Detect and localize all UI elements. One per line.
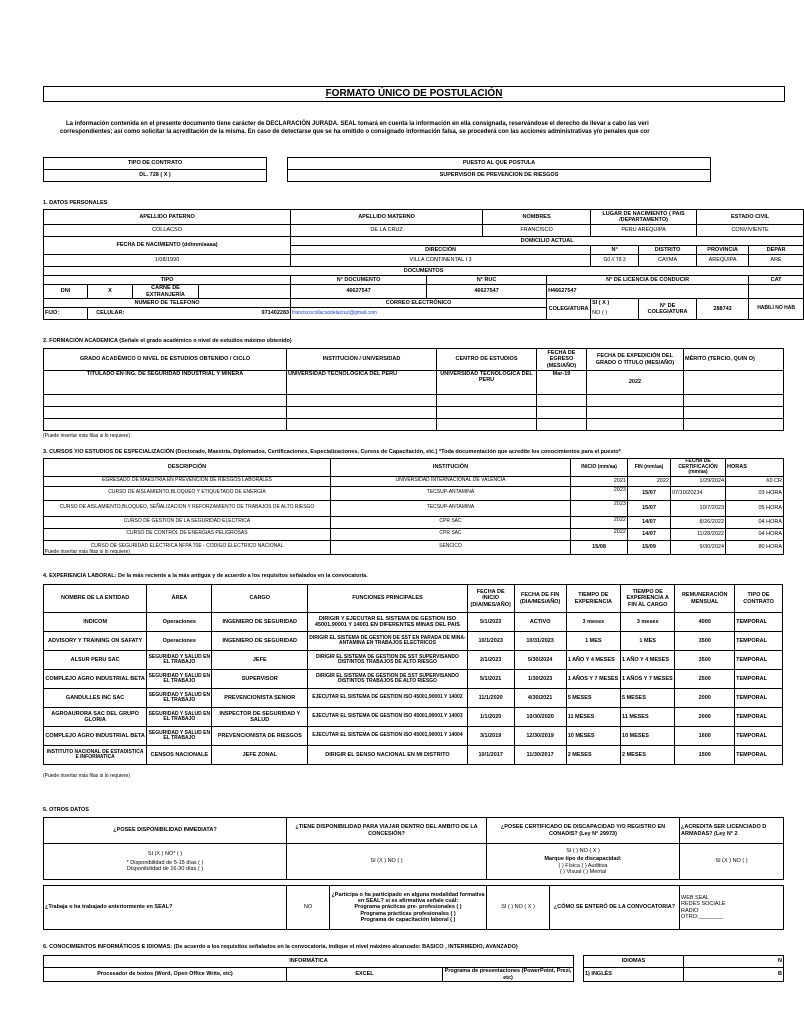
option-radio[interactable]: RADIO: [681, 907, 699, 914]
exp-header-tiempo: TIEMPO DE EXPERIENCIA: [566, 585, 620, 613]
label-celular: CELULAR:: [88, 308, 133, 320]
exp-tiempo[interactable]: 1 AÑO Y 4 MESES: [566, 651, 620, 670]
exp-area[interactable]: SEGURIDAD Y SALUD EN EL TRABAJO: [147, 689, 212, 708]
answer-discapacidad-visual-mental[interactable]: ( ) Visual ( ) Mental: [559, 868, 607, 875]
option-practicas-pre[interactable]: Programa prácticas pre- profesionales ( ): [354, 904, 462, 911]
label-dni: DNI: [44, 285, 88, 299]
exp-funciones[interactable]: EJECUTAR EL SISTEMA DE GESTION ISO 45001,90001 Y 14002: [308, 689, 468, 708]
course-fin[interactable]: 14/07: [628, 528, 671, 540]
header-tipo: TIPO: [44, 276, 291, 285]
question-trabaja-seal: ¿Trabaja o ha trabajado anteriormente en SEAL?: [44, 886, 287, 930]
question-licenciado: ¿ACREDITA SER LICENCIADO D ARMADAS? (Ley N° 2: [680, 818, 784, 844]
section-academic-title: 2. FORMACIÓN ACADEMICA (Señale el grado académico o nivel de estudios máximo obtenido): [43, 338, 292, 344]
label-colegiatura: COLEGIATURA: [547, 299, 591, 320]
experience-row: [44, 746, 783, 765]
exp-funciones[interactable]: DIRIGIR EL SISTEMA DE GESTION DE SST EN PARADA DE MINA-ANTAMINA EN TRABAJOS ELECTRICOS: [308, 632, 468, 651]
header-lugar: LUGAR DE NACIMIENTO ( PAIS /DEPARTAMENTO): [591, 210, 697, 225]
course-certificacion[interactable]: 11/28/2022: [671, 528, 726, 540]
course-row: [44, 528, 784, 540]
exp-funciones[interactable]: DIRIGIR EL SISTEMA DE GESTION DE SST SUPERVISANDO DISTINTOS TRABAJOS DE ALTO RIESGO: [308, 670, 468, 689]
academic-empty-row: [44, 395, 784, 407]
header-informatica: INFORMÁTICA: [44, 956, 574, 968]
answer-disponibilidad[interactable]: [44, 844, 287, 880]
exp-entidad[interactable]: AGROAURORA SAC DEL GRUPO GLORIA: [44, 708, 147, 727]
header-ncolegiatura: N° DE COLEGIATURA: [639, 299, 697, 320]
exp-inicio[interactable]: 10/1/2023: [467, 632, 514, 651]
value-ncolegiatura[interactable]: 288743: [697, 299, 749, 320]
course-institucion[interactable]: TECSUP-ANTAMINA: [331, 500, 571, 516]
answer-discapacidad[interactable]: [487, 844, 680, 880]
exp-cargo[interactable]: INGENIERO DE SEGURIDAD: [212, 632, 308, 651]
header-paterno: APELLIDO PATERNO: [44, 210, 291, 225]
exp-header-contrato: TIPO DE CONTRATO: [735, 585, 783, 613]
exp-funciones[interactable]: DIRIGIR Y EJECUTAR EL SISTEMA DE GESTION ISO 45001,90001 Y 14001 EN DIFERENTES MINAS DEL PAIS: [308, 613, 468, 632]
experience-row: [44, 689, 783, 708]
header-idiomas: IDIOMAS: [584, 956, 684, 968]
academic-header-institucion: INSTITUCIÓN / UNIVERSIDAD: [287, 349, 437, 371]
course-horas[interactable]: 04 HORA: [726, 528, 784, 540]
personal-data-table: [43, 209, 804, 320]
value-licencia[interactable]: H46627547: [547, 285, 749, 299]
course-fin[interactable]: 15/07: [628, 500, 671, 516]
header-correo: CORREO ELECTRÓNICO: [291, 299, 547, 308]
course-institucion[interactable]: CPR SAC: [331, 528, 571, 540]
value-ndocumento[interactable]: 46627547: [291, 285, 427, 299]
exp-tiempo-cargo[interactable]: 5 MESES: [621, 689, 675, 708]
skill-presentaciones: Programa de presentaciones (PowerPoint, Prezi, etc): [443, 968, 574, 982]
exp-contrato[interactable]: TEMPORAL: [735, 632, 783, 651]
academic-merito[interactable]: [684, 371, 784, 395]
course-inicio[interactable]: 2022: [571, 516, 628, 528]
academic-header-centro: CENTRO DE ESTUDIOS: [437, 349, 537, 371]
exp-entidad[interactable]: COMPLEJO AGRO INDUSTRIAL BETA: [44, 727, 147, 746]
exp-tiempo-cargo[interactable]: 1 AÑOS Y 7 MESES: [621, 670, 675, 689]
exp-contrato[interactable]: TEMPORAL: [735, 727, 783, 746]
exp-area[interactable]: CENSOS NACIONALE: [147, 746, 212, 765]
experience-row: [44, 708, 783, 727]
course-fin[interactable]: 2022: [628, 476, 671, 486]
option-practicas-prof[interactable]: Programa prácticas profesionales ( ): [360, 910, 456, 917]
answer-discapacidad-sino[interactable]: SI ( ) NO ( X ): [566, 848, 600, 855]
exp-inicio[interactable]: 2/1/2023: [467, 651, 514, 670]
course-certificacion[interactable]: 07/10/20234: [671, 486, 726, 500]
course-certificacion[interactable]: 9/30/2024: [671, 540, 726, 554]
section-courses-title: 3. CURSOS Y/O ESTUDIOS DE ESPECIALIZACIÓN (Doctorado, Maestría, Diplomados, Certificaciones, Especializaciones, Cursos de Capacitación, etc.) *Toda documentación que acredite los conocimientos para el puesto*: [43, 449, 621, 455]
value-materno[interactable]: DE LA CRUZ: [291, 225, 483, 237]
course-inicio[interactable]: 15/08: [571, 540, 628, 554]
exp-fin[interactable]: 12/30/2019: [514, 727, 566, 746]
skill-procesador-textos: Procesador de textos (Word, Open Office Write, etc): [44, 968, 287, 982]
label-habilitado: HABILI NO HAB: [749, 299, 804, 320]
course-inicio[interactable]: 2023: [571, 486, 628, 500]
course-inicio[interactable]: 2022: [571, 528, 628, 540]
question-modalidad-text: ¿Participa o ha participado en alguna modalidad formativa en SEAL? si es afirmativa señale cuál:: [331, 892, 485, 905]
exp-header-tiempo-cargo: TIEMPO DE EXPERIENCIA A FIN AL CARGO: [621, 585, 675, 613]
course-descripcion[interactable]: CURSO DE GESTION DE LA SEGURIDAD ELECTRICA: [44, 516, 331, 528]
exp-tiempo-cargo[interactable]: 11 MESES: [621, 708, 675, 727]
answer-disponibilidad-sino[interactable]: SI (X ) NO* ( ): [147, 850, 183, 857]
exp-header-entidad: NOMBRE DE LA ENTIDAD: [44, 585, 147, 613]
academic-egreso[interactable]: Mar-19: [537, 371, 587, 395]
exp-header-remuneracion: REMUNERACIÓN MENSUAL: [675, 585, 735, 613]
experience-row: [44, 727, 783, 746]
intro-text: [60, 120, 780, 136]
exp-cargo[interactable]: INGENIERO DE SEGURIDAD: [212, 613, 308, 632]
exp-tiempo[interactable]: 1 MES: [566, 632, 620, 651]
exp-contrato[interactable]: TEMPORAL: [735, 613, 783, 632]
colegiatura-si[interactable]: SI ( X ): [591, 299, 639, 308]
academic-table: [43, 348, 784, 431]
course-horas[interactable]: 04 HORA: [726, 516, 784, 528]
label-carne: CARNE DE EXTRANJERÍA: [133, 285, 199, 299]
course-row: [44, 476, 784, 486]
header-provincia: PROVINCIA: [697, 246, 749, 255]
course-institucion[interactable]: UNIVERSIDAD INTERNACIONAL DE VALENCIA: [331, 476, 571, 486]
exp-funciones[interactable]: DIRIGIR EL SENSO NACIONAL EN MI DISTRITO: [308, 746, 468, 765]
exp-tiempo-cargo[interactable]: 1 AÑO Y 4 MESES: [621, 651, 675, 670]
answer-como-se-entero[interactable]: [680, 886, 784, 930]
exp-funciones[interactable]: DIRIGIR EL SISTEMA DE GESTION DE SST SUPERVISANDO DISTINTOS TRABAJOS DE ALTO RIESGO: [308, 651, 468, 670]
intro-line-1: La información contenida en el presente documento tiene carácter de DECLARACIÓN JURADA. SEAL tomará en cuenta la información en ella consignada, reservándose el derecho de llevar a cabo las veri: [66, 121, 649, 127]
course-fin[interactable]: 15/07: [628, 486, 671, 500]
exp-area[interactable]: SEGURIDAD Y SALUD EN EL TRABAJO: [147, 651, 212, 670]
exp-contrato[interactable]: TEMPORAL: [735, 670, 783, 689]
exp-fin[interactable]: 10/31/2023: [514, 632, 566, 651]
language-ingles: 1) INGLÉS: [584, 968, 684, 982]
academic-institucion[interactable]: UNIVERSIDAD TECNOLOGICA DEL PERU: [287, 371, 437, 395]
experience-row: [44, 632, 783, 651]
exp-inicio[interactable]: 5/1/2021: [467, 670, 514, 689]
exp-fin[interactable]: 10/30/2020: [514, 708, 566, 727]
course-row: [44, 540, 784, 554]
exp-entidad[interactable]: ADVISORY Y TRAINING ON SAFATY: [44, 632, 147, 651]
section-others-title: 5. OTROS DATOS: [43, 807, 89, 813]
header-telefono: NUMERO DE TELEFONO: [44, 299, 291, 308]
header-ndocumento: N° DOCUMENTO: [291, 276, 427, 285]
course-institucion[interactable]: CPR SAC: [331, 516, 571, 528]
exp-remuneracion[interactable]: 2000: [675, 689, 735, 708]
section-experience-title: 4. EXPERIENCIA LABORAL: De la más reciente a la más antigua y de acuerdo a los requisitos señalados en la convocatoria.: [43, 573, 368, 579]
header-materno: APELLIDO MATERNO: [291, 210, 483, 225]
exp-fin[interactable]: 4/30/2021: [514, 689, 566, 708]
exp-tiempo-cargo[interactable]: 2 MESES: [621, 746, 675, 765]
academic-expedicion[interactable]: 2022: [587, 371, 684, 395]
header-distrito: DISTRITO: [639, 246, 697, 255]
exp-header-fin: FECHA DE FIN (DIA/MES/AÑO): [514, 585, 566, 613]
experience-note: (Puede insertar más filas si lo requiere): [43, 773, 130, 779]
colegiatura-no[interactable]: NO ( ): [591, 308, 639, 320]
academic-header-egreso: FECHA DE EGRESO (MES/AÑO): [537, 349, 587, 371]
course-institucion[interactable]: TECSUP-ANTAMINA: [331, 486, 571, 500]
answer-trabaja-seal[interactable]: NO: [287, 886, 330, 930]
courses-header-descripcion: DESCRIPCIÓN: [44, 459, 331, 477]
exp-entidad[interactable]: COMPLEJO AGRO INDUSTRIAL BETA: [44, 670, 147, 689]
exp-inicio[interactable]: 3/1/2019: [467, 727, 514, 746]
option-web-seal[interactable]: WEB SEAL: [681, 895, 710, 902]
value-numero[interactable]: G0 /‌/ T8 3: [591, 255, 639, 267]
exp-area[interactable]: Operaciones: [147, 613, 212, 632]
exp-area[interactable]: SEGURIDAD Y SALUD EN EL TRABAJO: [147, 727, 212, 746]
experience-row: [44, 613, 783, 632]
header-nombres: NOMBRES: [483, 210, 591, 225]
course-fin[interactable]: 15/09: [628, 540, 671, 554]
academic-header-expedicion: FECHA DE EXPEDICIÓN DEL GRADO O TÍTULO (MES/AÑO): [587, 349, 684, 371]
question-modalidad-formativa: [330, 886, 487, 930]
academic-header-grado: GRADO ACADÉMICO O NIVEL DE ESTUDIOS OBTENIDO / CICLO: [44, 349, 287, 371]
exp-tiempo-cargo[interactable]: 10 MESES: [621, 727, 675, 746]
option-otro[interactable]: OTRO:________: [681, 913, 723, 920]
value-fecha-nacimiento[interactable]: 1/08/1990: [44, 255, 291, 267]
header-licencia: N° DE LICENCIA DE CONDUCIR: [547, 276, 749, 285]
answer-viajar[interactable]: SI (X ) NO ( ): [287, 844, 487, 880]
course-certificacion[interactable]: 8/26/2022: [671, 516, 726, 528]
value-categoria[interactable]: [749, 285, 804, 299]
academic-header-merito: MÉRITO (TERCIO, QUIN O): [684, 349, 784, 371]
course-fin[interactable]: 14/07: [628, 516, 671, 528]
exp-tiempo[interactable]: 1 AÑOS Y 7 MESES: [566, 670, 620, 689]
exp-contrato[interactable]: TEMPORAL: [735, 708, 783, 727]
value-paterno[interactable]: COLLACSO: [44, 225, 291, 237]
value-lugar[interactable]: PERU AREQUIPA: [591, 225, 697, 237]
exp-remuneracion[interactable]: 3500: [675, 651, 735, 670]
post-label: PUESTO AL QUE POSTULA: [288, 158, 711, 170]
course-horas[interactable]: 80 HORA: [726, 540, 784, 554]
courses-header-institucion: INSTITUCIÓN: [331, 459, 571, 477]
course-certificacion[interactable]: 1/29/2024: [671, 476, 726, 486]
experience-row: [44, 651, 783, 670]
form-title: [43, 86, 785, 102]
course-descripcion[interactable]: CURSO DE AISLAMIENTO,BLOQUEO, SEÑALIZACION Y REFORZAMIENTO DE TRABAJOS DE ALTO RIESGO: [44, 500, 331, 516]
course-inicio[interactable]: 2023: [571, 500, 628, 516]
exp-entidad[interactable]: ALSUR PERU SAC: [44, 651, 147, 670]
exp-inicio[interactable]: 11/1/2020: [467, 689, 514, 708]
answer-disponibilidad-5-15[interactable]: * Disponibilidad de 5-15 días ( ): [126, 859, 204, 866]
skill-excel: EXCEL: [287, 968, 443, 982]
course-horas[interactable]: 03 HORA: [726, 486, 784, 500]
contract-type-label: TIPO DE CONTRATO: [44, 158, 267, 170]
exp-inicio[interactable]: 10/1/2017: [467, 746, 514, 765]
checkbox-carne[interactable]: [199, 285, 291, 299]
header-categoria: CAT: [749, 276, 804, 285]
exp-remuneracion[interactable]: 1600: [675, 727, 735, 746]
informatica-table: [43, 955, 574, 982]
header-domicilio: DOMICILIO ACTUAL: [291, 237, 804, 246]
exp-tiempo[interactable]: 3 meses: [566, 613, 620, 632]
experience-row: [44, 670, 783, 689]
value-departamento[interactable]: ARE: [749, 255, 804, 267]
post-value[interactable]: SUPERVISOR DE PREVENCION DE RIESGOS: [288, 170, 711, 182]
exp-tiempo[interactable]: 2 MESES: [566, 746, 620, 765]
exp-inicio[interactable]: 5/1/2023: [467, 613, 514, 632]
answer-discapacidad-fisica-auditiva[interactable]: ( ) Física ( ) Auditiva: [558, 862, 608, 869]
exp-cargo[interactable]: JEFE ZONAL: [212, 746, 308, 765]
exp-funciones[interactable]: EJECUTAR EL SISTEMA DE GESTION ISO 45001,90001 Y 14004: [308, 727, 468, 746]
intro-line-2: correspondientes; así como solicitar la acreditación de la misma. En caso de detectarse que se ha omitido o consignado información falsa, se procederá con las acciones administrativas y/o penales que cor: [60, 129, 650, 135]
exp-tiempo[interactable]: 5 MESES: [566, 689, 620, 708]
course-institucion[interactable]: SENCICO: [331, 540, 571, 554]
exp-header-area: ÁREA: [147, 585, 212, 613]
checkbox-dni[interactable]: X: [88, 285, 133, 299]
exp-contrato[interactable]: TEMPORAL: [735, 746, 783, 765]
language-ingles-nivel[interactable]: B: [684, 968, 784, 982]
exp-cargo[interactable]: SUPERVISOR: [212, 670, 308, 689]
course-horas[interactable]: 05 HORA: [726, 500, 784, 516]
exp-cargo[interactable]: JEFE: [212, 651, 308, 670]
academic-empty-row: [44, 419, 784, 431]
header-direccion: DIRECCIÓN: [291, 246, 591, 255]
contract-type-table: [43, 157, 267, 182]
idiomas-table: [583, 955, 784, 982]
exp-fin[interactable]: 5/30/2024: [514, 651, 566, 670]
contract-type-value[interactable]: DL. 728 ( X ): [44, 170, 267, 182]
question-disponibilidad: ¿POSEE DISPONIBILIDAD INMEDIATA?: [44, 818, 287, 844]
exp-funciones[interactable]: EJECUTAR EL SISTEMA DE GESTION ISO 45001,90001 Y 14003: [308, 708, 468, 727]
exp-contrato[interactable]: TEMPORAL: [735, 651, 783, 670]
exp-cargo[interactable]: PREVENCIONISTA DE RIESGOS: [212, 727, 308, 746]
exp-area[interactable]: SEGURIDAD Y SALUD EN EL TRABAJO: [147, 670, 212, 689]
courses-header-inicio: INICIO (mm/aa): [571, 459, 628, 477]
exp-entidad[interactable]: INDICOM: [44, 613, 147, 632]
exp-area[interactable]: SEGURIDAD Y SALUD EN EL TRABAJO: [147, 708, 212, 727]
label-tipo-discapacidad: Marque tipo de discapacidad:: [544, 856, 622, 863]
option-redes-sociales[interactable]: REDES SOCIALE: [681, 901, 726, 908]
exp-fin[interactable]: 1/30/2023: [514, 670, 566, 689]
question-discapacidad: ¿POSEE CERTIFICADO DE DISCAPACIDAD Y/O REGISTRO EN CONADIS? (Ley N° 29973): [487, 818, 680, 844]
header-documentos: DOCUMENTOS: [44, 267, 804, 276]
value-ruc[interactable]: 46627547: [427, 285, 547, 299]
courses-header-horas: HORAS: [726, 459, 784, 477]
course-certificacion[interactable]: 10/7/2023: [671, 500, 726, 516]
exp-header-inicio: FECHA DE INICIO (DIA/MES/AÑO): [467, 585, 514, 613]
course-row: [44, 516, 784, 528]
exp-fin[interactable]: 11/30/2017: [514, 746, 566, 765]
exp-tiempo[interactable]: 10 MESES: [566, 727, 620, 746]
exp-remuneracion[interactable]: 4000: [675, 613, 735, 632]
form-title-text: FORMATO ÚNICO DE POSTULACIÓN: [325, 88, 503, 99]
others-table-2: [43, 885, 784, 930]
experience-table: [43, 584, 783, 765]
value-distrito[interactable]: CAYMA: [639, 255, 697, 267]
exp-cargo[interactable]: PREVENCIONISTA SENIOR: [212, 689, 308, 708]
academic-centro[interactable]: UNIVERSIDAD TECNOLOGICA DEL PERU: [437, 371, 537, 395]
course-descripcion[interactable]: CURSO DE SEGURIDAD ELECTRICA NFPA 70E - CODIGO ELECTRICO NACIONAL: [44, 540, 331, 554]
courses-header-certificacion: FECHA DE CERTIFICACIÓN (mm/aa): [671, 459, 726, 477]
exp-remuneracion[interactable]: 3500: [675, 632, 735, 651]
header-fecha-nacimiento: FECHA DE NACIMIENTO (dd/mm/aaaa): [44, 237, 291, 255]
exp-tiempo[interactable]: 11 MESES: [566, 708, 620, 727]
course-horas[interactable]: 60 CR: [726, 476, 784, 486]
courses-note: (Puede insertar más filas si lo requiere): [43, 549, 130, 555]
value-direccion[interactable]: VILLA CONTINENTAL I 3: [291, 255, 591, 267]
header-nivel: N: [684, 956, 784, 968]
header-civil: ESTADO CIVIL: [697, 210, 804, 225]
value-provincia[interactable]: AREQUIPA: [697, 255, 749, 267]
exp-header-funciones: FUNCIONES PRINCIPALES: [308, 585, 468, 613]
exp-contrato[interactable]: TEMPORAL: [735, 689, 783, 708]
label-fijo: FIJO:: [44, 308, 88, 320]
exp-header-cargo: CARGO: [212, 585, 308, 613]
academic-empty-row: [44, 407, 784, 419]
exp-remuneracion[interactable]: 2500: [675, 670, 735, 689]
courses-table: [43, 458, 784, 555]
course-row: [44, 486, 784, 500]
exp-inicio[interactable]: 1/1/2020: [467, 708, 514, 727]
exp-remuneracion[interactable]: 2000: [675, 708, 735, 727]
course-descripcion[interactable]: EGRESADO DE MAESTRIA EN PREVENCION DE RIESGOS LABORALES: [44, 476, 331, 486]
answer-disponibilidad-16-30[interactable]: Disponibilidad de 16-30 días ( ): [126, 866, 204, 873]
section-knowledge-title: 6. CONOCIMIENTOS INFORMÁTICOS E IDIOMAS: (De acuerdo a los requisitos señalados en la convocatoria, indique el nivel máximo alcanzado: BASICO , INTERMEDIO, AVANZADO): [43, 944, 518, 950]
exp-area[interactable]: Operaciones: [147, 632, 212, 651]
courses-header-fin: FIN (mm/aa): [628, 459, 671, 477]
exp-cargo[interactable]: INSPECTOR DE SEGURIDAD Y SALUD: [212, 708, 308, 727]
others-table-1: [43, 817, 784, 880]
answer-licenciado[interactable]: SI (X ) NO ( ): [680, 844, 784, 880]
exp-tiempo-cargo[interactable]: 3 meses: [621, 613, 675, 632]
post-table: [287, 157, 711, 182]
exp-remuneracion[interactable]: 1500: [675, 746, 735, 765]
academic-note: (Puede insertar más filas si lo requiere): [43, 433, 130, 439]
header-ruc: N° RUC: [427, 276, 547, 285]
exp-tiempo-cargo[interactable]: 1 MES: [621, 632, 675, 651]
section-personal-title: 1. DATOS PERSONALES: [43, 200, 108, 206]
value-celular[interactable]: 971402283: [133, 308, 291, 320]
course-descripcion[interactable]: CURSO DE CONTROL DE ENERGIAS PELIGROSAS: [44, 528, 331, 540]
academic-grado[interactable]: TITULADO EN ING. DE SEGURIDAD INDUSTRIAL Y MINERA: [44, 371, 287, 395]
exp-entidad[interactable]: GANDULLES INC SAC: [44, 689, 147, 708]
answer-modalidad-formativa[interactable]: SI ( ) NO ( X ): [487, 886, 550, 930]
option-capacitacion[interactable]: Programa de capacitación laboral ( ): [360, 916, 456, 923]
header-numero: N°: [591, 246, 639, 255]
course-inicio[interactable]: 2021: [571, 476, 628, 486]
value-nombres[interactable]: FRANCISCO: [483, 225, 591, 237]
question-viajar: ¿TIENE DISPONIBILIDAD PARA VIAJAR DENTRO DEL AMBITO DE LA CONCESIÓN?: [287, 818, 487, 844]
header-departamento: DEPAR: [749, 246, 804, 255]
exp-entidad[interactable]: INSTITUTO NACIONAL DE ESTADISTICA E INFORMATICA: [44, 746, 147, 765]
exp-fin[interactable]: ACTIVO: [514, 613, 566, 632]
value-civil[interactable]: CONVIVIENTE: [697, 225, 804, 237]
value-correo[interactable]: franciscocollacsodelacruz@gmail.com: [291, 308, 547, 320]
course-descripcion[interactable]: CURSO DE AISLAMIENTO,BLOQUEO Y ETIQUETADO DE ENERGIA: [44, 486, 331, 500]
question-como-se-entero: ¿CÓMO SE ENTERÓ DE LA CONVOCATORIA?: [550, 886, 680, 930]
course-row: [44, 500, 784, 516]
